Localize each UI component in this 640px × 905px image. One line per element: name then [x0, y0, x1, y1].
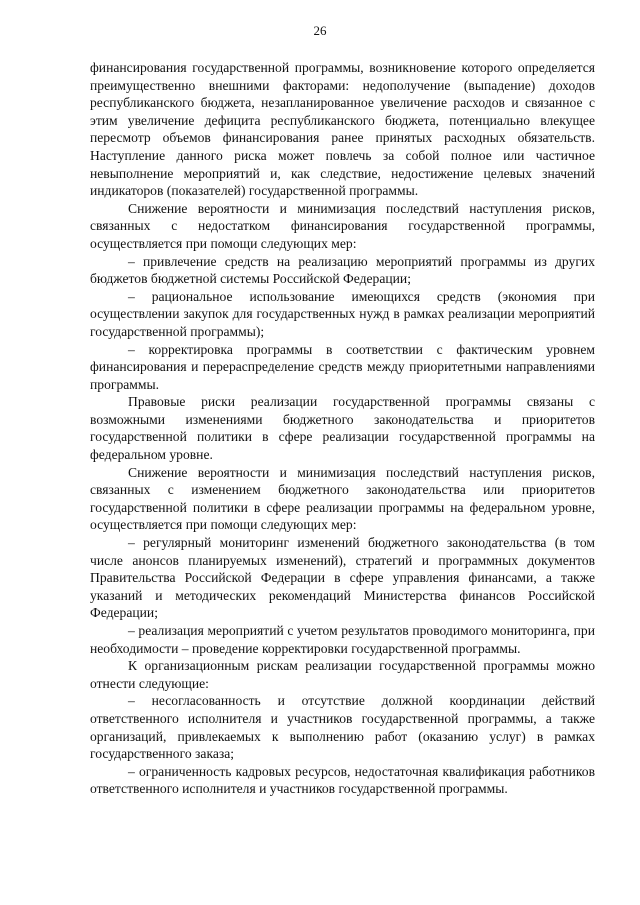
list-item-implementation-adjustment: – реализация мероприятий с учетом результатов проводимого мониторинга, при необходимости – проведение корректировки государственной программы.	[90, 623, 595, 656]
paragraph-legal-risks: Правовые риски реализации государственной программы связаны с возможными изменениями бюджетного законодательства и приоритетов государственной политики в сфере реализации государственной программы на федеральном уровне.	[90, 394, 595, 463]
list-item-coordination: – несогласованность и отсутствие должной координации действий ответственного исполнителя и участников государственной программы, а также организаций, привлекаемых к выполнению работ (оказанию услуг) в рамках государственного заказа;	[90, 693, 595, 762]
list-item-rational-use: – рациональное использование имеющихся средств (экономия при осуществлении закупок для государственных нужд в рамках реализации мероприятий государственной программы);	[90, 288, 595, 339]
page-number: 26	[313, 23, 327, 38]
paragraph-funding-risk-mitigation: Снижение вероятности и минимизация последствий наступления рисков, связанных с недостатком финансирования государственной программы, осуществляется при помощи следующих мер:	[90, 200, 595, 251]
list-item-regular-monitoring: – регулярный мониторинг изменений бюджетного законодательства (в том числе анонсов планируемых изменений), стратегий и программных документов Правительства Российской Федерации в сфере управления финансами, а также указаний и методических рекомендаций Министерства финансов Российской Федерации;	[90, 535, 595, 621]
list-item-attract-funds: – привлечение средств на реализацию мероприятий программы из других бюджетов бюджетной системы Российской Федерации;	[90, 253, 595, 287]
paragraph-legal-risk-mitigation: Снижение вероятности и минимизация последствий наступления рисков, связанных с изменением бюджетного законодательства или приоритетов государственной политики в сфере реализации программы на федеральном уровне, осуществляется при помощи следующих мер:	[90, 464, 595, 533]
list-item-program-adjustment: – корректировка программы в соответствии с фактическим уровнем финансирования и перераспределение средств между приоритетными направлениями программы.	[90, 341, 595, 392]
paragraph-organizational-risks: К организационным рискам реализации государственной программы можно отнести следующие:	[90, 658, 595, 691]
document-body	[90, 59, 595, 798]
list-item-staff-resources: – ограниченность кадровых ресурсов, недостаточная квалификация работников ответственного исполнителя и участников государственной программы.	[90, 763, 595, 797]
paragraph-funding-risk-continuation: финансирования государственной программы, возникновение которого определяется преимущественно внешними факторами: недополучение (выпадение) доходов республиканского бюджета, незапланированное увеличение расходов и связанное с этим увеличение дефицита республиканского бюджета, потенциально влекущее пересмотр объемов финансирования ранее принятых расходных обязательств. Наступление данного риска может повлечь за собой полное или частичное невыполнение мероприятий и, как следствие, недостижение целевых значений индикаторов (показателей) государственной программы.	[90, 60, 595, 199]
